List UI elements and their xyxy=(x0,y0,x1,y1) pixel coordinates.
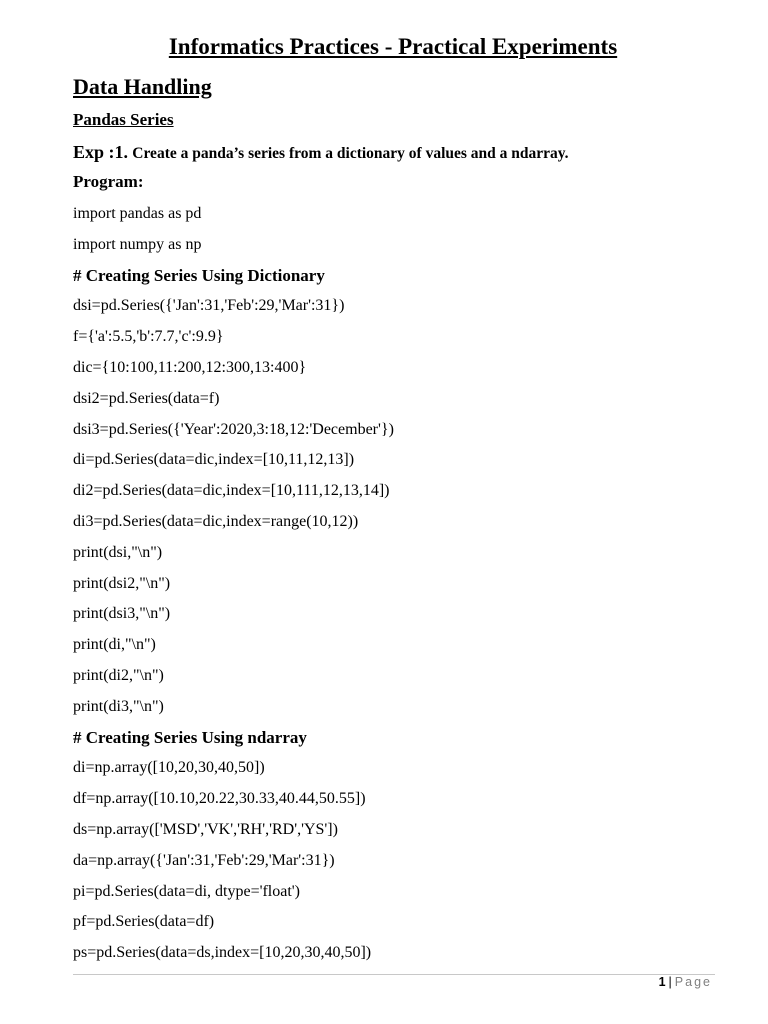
code-comment: # Creating Series Using Dictionary xyxy=(73,265,325,285)
section-heading: Data Handling xyxy=(73,74,212,99)
code-listing xyxy=(73,203,394,973)
code-line: print(dsi,"\n") xyxy=(73,543,163,561)
code-line: di3=pd.Series(data=dic,index=range(10,12)) xyxy=(73,512,359,530)
code-line: dic={10:100,11:200,12:300,13:400} xyxy=(73,358,307,376)
footer-divider xyxy=(73,974,715,975)
code-line: dsi3=pd.Series({'Year':2020,3:18,12:'December'}) xyxy=(73,420,394,438)
page-number: 1 xyxy=(658,975,666,989)
experiment-statement xyxy=(73,142,569,163)
footer-separator: | xyxy=(668,975,672,989)
code-line: import pandas as pd xyxy=(73,205,202,222)
code-line: df=np.array([10.10,20.22,30.33,40.44,50.55]) xyxy=(73,790,366,808)
subsection-heading: Pandas Series xyxy=(73,110,174,129)
code-line: print(dsi3,"\n") xyxy=(73,605,171,623)
code-line: ds=np.array(['MSD','VK','RH','RD','YS']) xyxy=(73,820,338,838)
code-line: pf=pd.Series(data=df) xyxy=(73,913,215,931)
code-line: da=np.array({'Jan':31,'Feb':29,'Mar':31}) xyxy=(73,851,335,869)
program-label: Program: xyxy=(73,172,144,191)
code-line: di=pd.Series(data=dic,index=[10,11,12,13]) xyxy=(73,451,355,469)
code-comment: # Creating Series Using ndarray xyxy=(73,727,307,747)
code-line: print(di3,"\n") xyxy=(73,697,164,715)
code-line: ps=pd.Series(data=ds,index=[10,20,30,40,50]) xyxy=(73,944,372,962)
code-line: print(di,"\n") xyxy=(73,636,156,654)
page-word: Page xyxy=(674,975,712,989)
page-footer xyxy=(659,975,712,989)
code-line: import numpy as np xyxy=(73,235,202,253)
code-line: dsi2=pd.Series(data=f) xyxy=(73,389,220,407)
code-line: di2=pd.Series(data=dic,index=[10,111,12,13,14]) xyxy=(73,482,390,500)
code-line: di=np.array([10,20,30,40,50]) xyxy=(73,759,265,777)
code-line: print(di2,"\n") xyxy=(73,666,164,684)
code-line: f={'a':5.5,'b':7.7,'c':9.9} xyxy=(73,328,224,346)
code-line: dsi=pd.Series({'Jan':31,'Feb':29,'Mar':31}) xyxy=(73,297,345,315)
code-line: print(dsi2,"\n") xyxy=(73,574,171,592)
experiment-text: Create a panda’s series from a dictionary of values and a ndarray. xyxy=(132,145,569,162)
experiment-number: Exp :1. xyxy=(73,142,129,162)
document-title: Informatics Practices - Practical Experiments xyxy=(168,34,618,59)
code-line: pi=pd.Series(data=di, dtype='float') xyxy=(73,882,300,900)
